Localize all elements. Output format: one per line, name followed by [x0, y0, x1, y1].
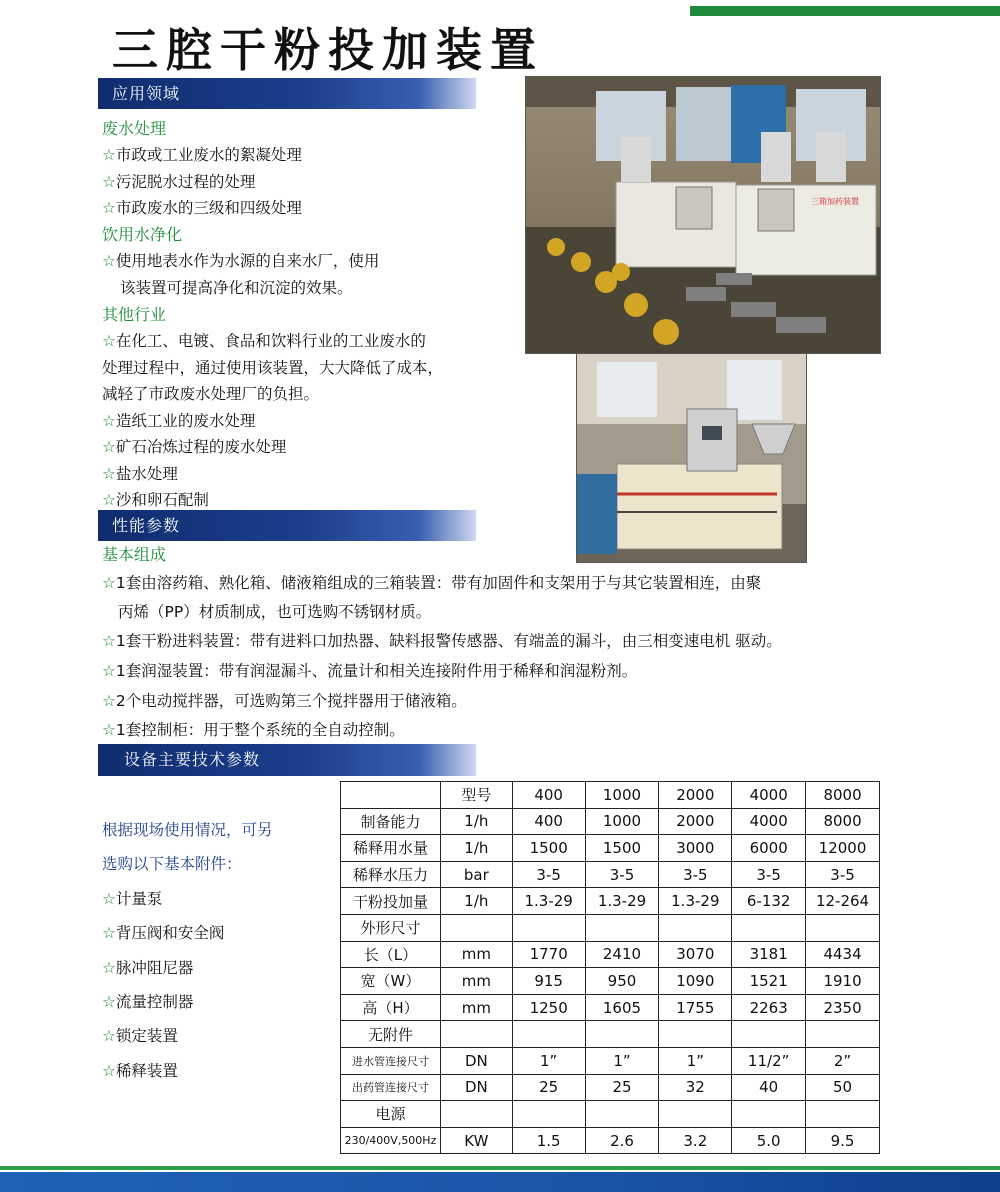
star-icon: ☆: [102, 1027, 116, 1045]
table-cell: 2410: [585, 941, 659, 968]
accessories-intro: 根据现场使用情况，可另: [102, 821, 273, 839]
table-cell: 4000: [732, 808, 806, 835]
table-cell: [659, 914, 732, 941]
table-cell: 400: [512, 808, 585, 835]
table-cell: 2000: [659, 782, 732, 809]
table-cell: [585, 1101, 659, 1128]
table-row-label: [341, 782, 441, 809]
product-photo-dosing-units: [525, 76, 881, 354]
star-icon: ☆: [102, 959, 116, 977]
star-icon: ☆: [102, 721, 116, 739]
table-cell: [512, 1021, 585, 1048]
table-row: [341, 782, 880, 809]
list-item-continued: 丙烯（PP）材质制成，也可选购不锈钢材质。: [118, 603, 432, 621]
accessory-item: ☆计量泵: [102, 890, 163, 908]
table-cell: 950: [585, 968, 659, 995]
list-item-continued: 减轻了市政废水处理厂的负担。: [102, 385, 320, 403]
table-row-label: 干粉投加量: [341, 888, 441, 915]
table-cell: 1.3-29: [585, 888, 659, 915]
table-row-label: 高（H）: [341, 994, 441, 1021]
table-cell: [806, 1101, 880, 1128]
list-item: ☆沙和卵石配制: [102, 491, 209, 509]
category-drinking-water: 饮用水净化: [102, 225, 183, 244]
table-row: [341, 861, 880, 888]
table-row: [341, 1047, 880, 1074]
table-unit-cell: 型号: [440, 782, 512, 809]
table-cell: 1770: [512, 941, 585, 968]
star-icon: ☆: [102, 924, 116, 942]
table-row-label: 稀释水压力: [341, 861, 441, 888]
table-unit-cell: [440, 1021, 512, 1048]
table-cell: 1521: [732, 968, 806, 995]
table-unit-cell: DN: [440, 1074, 512, 1101]
table-cell: 6000: [732, 835, 806, 862]
accessory-item: ☆背压阀和安全阀: [102, 924, 225, 942]
table-row-label: 外形尺寸: [341, 914, 441, 941]
table-cell: 1000: [585, 782, 659, 809]
table-row-label: 宽（W）: [341, 968, 441, 995]
table-row-label: 无附件: [341, 1021, 441, 1048]
star-icon: ☆: [102, 993, 116, 1011]
star-icon: ☆: [102, 412, 116, 430]
star-icon: ☆: [102, 491, 116, 509]
table-row-label: 进水管连接尺寸: [341, 1047, 441, 1074]
page-title: 三腔干粉投加装置: [112, 23, 544, 77]
table-cell: [585, 914, 659, 941]
category-other-industries: 其他行业: [102, 305, 167, 324]
table-row: [341, 1074, 880, 1101]
table-cell: 8000: [806, 782, 880, 809]
table-cell: 3-5: [659, 861, 732, 888]
accessories-intro: 选购以下基本附件：: [102, 855, 242, 873]
star-icon: ☆: [102, 465, 116, 483]
table-unit-cell: bar: [440, 861, 512, 888]
table-cell: 400: [512, 782, 585, 809]
star-icon: ☆: [102, 632, 116, 650]
table-cell: [659, 1021, 732, 1048]
list-item: ☆盐水处理: [102, 465, 178, 483]
table-row: [341, 994, 880, 1021]
table-cell: [659, 1101, 732, 1128]
table-cell: 2350: [806, 994, 880, 1021]
table-unit-cell: mm: [440, 968, 512, 995]
table-row: [341, 808, 880, 835]
section-header-specs: 设备主要技术参数: [98, 744, 476, 776]
list-item-continued: 该装置可提高净化和沉淀的效果。: [120, 279, 353, 297]
accessory-item: ☆锁定装置: [102, 1027, 178, 1045]
table-cell: [512, 1101, 585, 1128]
list-item: ☆1套由溶药箱、熟化箱、储液箱组成的三箱装置：带有加固件和支架用于与其它装置相连，由聚: [102, 574, 762, 592]
table-cell: 1500: [585, 835, 659, 862]
tank-label: 三箱加药装置: [811, 197, 859, 206]
bottom-accent-bar: [0, 1172, 1000, 1192]
table-unit-cell: [440, 914, 512, 941]
table-unit-cell: KW: [440, 1127, 512, 1154]
table-cell: 915: [512, 968, 585, 995]
table-cell: [585, 1021, 659, 1048]
list-item: ☆在化工、电镀、食品和饮料行业的工业废水的: [102, 332, 426, 350]
table-cell: 2”: [806, 1047, 880, 1074]
table-cell: 6-132: [732, 888, 806, 915]
table-cell: 11/2”: [732, 1047, 806, 1074]
table-cell: 4434: [806, 941, 880, 968]
table-cell: 40: [732, 1074, 806, 1101]
table-cell: 2000: [659, 808, 732, 835]
table-cell: 3000: [659, 835, 732, 862]
table-cell: 3-5: [732, 861, 806, 888]
star-icon: ☆: [102, 692, 116, 710]
accessory-item: ☆脉冲阻尼器: [102, 959, 194, 977]
table-cell: 3-5: [806, 861, 880, 888]
product-photo-control-cabinet: [576, 353, 807, 563]
table-cell: 1250: [512, 994, 585, 1021]
table-cell: 1090: [659, 968, 732, 995]
table-cell: 3-5: [585, 861, 659, 888]
list-item-continued: 处理过程中，通过使用该装置，大大降低了成本，: [102, 359, 444, 377]
table-cell: 3070: [659, 941, 732, 968]
table-row: [341, 1101, 880, 1128]
star-icon: ☆: [102, 199, 116, 217]
table-cell: [732, 1101, 806, 1128]
accessory-item: ☆流量控制器: [102, 993, 194, 1011]
list-item: ☆使用地表水作为水源的自来水厂，使用: [102, 252, 380, 270]
spec-table: [340, 781, 880, 1154]
list-item: ☆矿石冶炼过程的废水处理: [102, 438, 287, 456]
star-icon: ☆: [102, 146, 116, 164]
table-cell: 1”: [512, 1047, 585, 1074]
bottom-accent-line: [0, 1166, 1000, 1170]
table-unit-cell: 1/h: [440, 835, 512, 862]
table-cell: [806, 914, 880, 941]
list-item: ☆2个电动搅拌器，可选购第三个搅拌器用于储液箱。: [102, 692, 467, 710]
section-header-application: 应用领域: [98, 78, 476, 109]
table-cell: 32: [659, 1074, 732, 1101]
table-row: [341, 1127, 880, 1154]
table-cell: [732, 1021, 806, 1048]
table-cell: 9.5: [806, 1127, 880, 1154]
list-item: ☆市政废水的三级和四级处理: [102, 199, 302, 217]
accessory-item: ☆稀释装置: [102, 1062, 178, 1080]
table-unit-cell: [440, 1101, 512, 1128]
star-icon: ☆: [102, 332, 116, 350]
table-cell: 12-264: [806, 888, 880, 915]
table-unit-cell: mm: [440, 941, 512, 968]
table-cell: 1605: [585, 994, 659, 1021]
table-row-label: 230/400V,500Hz: [341, 1127, 441, 1154]
table-cell: 5.0: [732, 1127, 806, 1154]
table-cell: 1”: [585, 1047, 659, 1074]
table-row: [341, 1021, 880, 1048]
subtitle-basic-composition: 基本组成: [102, 545, 167, 564]
table-cell: 1.5: [512, 1127, 585, 1154]
list-item: ☆1套干粉进料装置：带有进料口加热器、缺料报警传感器、有端盖的漏斗，由三相变速电机 驱动。: [102, 632, 782, 650]
table-row-label: 电源: [341, 1101, 441, 1128]
table-unit-cell: 1/h: [440, 888, 512, 915]
category-wastewater: 废水处理: [102, 119, 167, 138]
star-icon: ☆: [102, 173, 116, 191]
table-cell: [806, 1021, 880, 1048]
table-cell: 1910: [806, 968, 880, 995]
table-cell: 1”: [659, 1047, 732, 1074]
table-cell: 4000: [732, 782, 806, 809]
star-icon: ☆: [102, 574, 116, 592]
star-icon: ☆: [102, 252, 116, 270]
section-header-performance: 性能参数: [98, 510, 476, 541]
table-cell: 1.3-29: [659, 888, 732, 915]
top-accent-bar: [690, 6, 1000, 16]
list-item: ☆市政或工业废水的絮凝处理: [102, 146, 302, 164]
table-cell: 1500: [512, 835, 585, 862]
table-unit-cell: 1/h: [440, 808, 512, 835]
table-cell: 2263: [732, 994, 806, 1021]
table-cell: [732, 914, 806, 941]
table-cell: 50: [806, 1074, 880, 1101]
list-item: ☆1套润湿装置：带有润湿漏斗、流量计和相关连接附件用于稀释和润湿粉剂。: [102, 662, 638, 680]
table-cell: 12000: [806, 835, 880, 862]
list-item: ☆污泥脱水过程的处理: [102, 173, 256, 191]
list-item: ☆1套控制柜：用于整个系统的全自动控制。: [102, 721, 405, 739]
table-unit-cell: mm: [440, 994, 512, 1021]
table-cell: 3-5: [512, 861, 585, 888]
table-cell: 3.2: [659, 1127, 732, 1154]
table-cell: 1755: [659, 994, 732, 1021]
table-cell: 3181: [732, 941, 806, 968]
table-cell: 25: [512, 1074, 585, 1101]
table-cell: 25: [585, 1074, 659, 1101]
table-row-label: 制备能力: [341, 808, 441, 835]
star-icon: ☆: [102, 1062, 116, 1080]
star-icon: ☆: [102, 890, 116, 908]
list-item: ☆造纸工业的废水处理: [102, 412, 256, 430]
table-row: [341, 968, 880, 995]
table-cell: 1.3-29: [512, 888, 585, 915]
table-row: [341, 914, 880, 941]
table-row-label: 稀释用水量: [341, 835, 441, 862]
table-cell: 1000: [585, 808, 659, 835]
table-row-label: 出药管连接尺寸: [341, 1074, 441, 1101]
table-cell: 2.6: [585, 1127, 659, 1154]
star-icon: ☆: [102, 662, 116, 680]
table-cell: [512, 914, 585, 941]
table-cell: 8000: [806, 808, 880, 835]
star-icon: ☆: [102, 438, 116, 456]
table-row: [341, 835, 880, 862]
table-row-label: 长（L）: [341, 941, 441, 968]
table-row: [341, 888, 880, 915]
table-unit-cell: DN: [440, 1047, 512, 1074]
table-row: [341, 941, 880, 968]
